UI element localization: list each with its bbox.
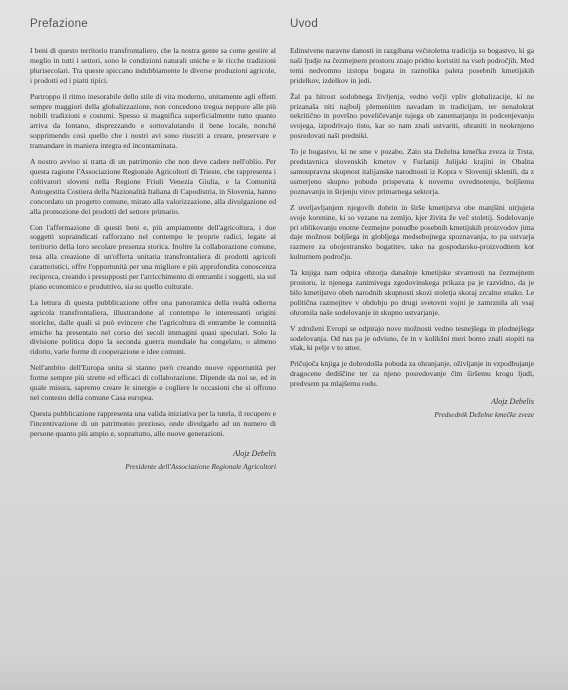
paragraph: I beni di questo territorio transfrontaliero, che la nostra gente sa come gestire al meglio in tutti i settori, sono le condizioni naturali uniche e le ricche tradizioni plurisecolari. Tra queste spiccano indubbiamente le diverse produzioni agricole, i prodotti ed i piatti tipici. [30, 46, 276, 85]
paragraph: Questa pubblicazione rappresenta una valida iniziativa per la tutela, il recupero e l'incentivazione di un patrimonio prezioso, onde divulgarlo ad un numero di persone quanto più ampio e, soprattutto, alle nuove generazioni. [30, 408, 276, 438]
heading-prefazione: Prefazione [30, 18, 88, 30]
paragraph: La lettura di questa pubblicazione offre una panoramica della realtà odierna agricola transfrontaliera, illustrandone al contempo le interessanti origini storiche, dalle quali si può evincere che l'agricoltura di entrambe le comunità etniche ha presentato nel corso dei secoli immagini quasi speculari. Solo la divisione politica dopo la seconda guerra mondiale ha congelato, o almeno ridotto, varie forme di cooperazione e idee comuni. [30, 297, 276, 357]
signature-role: Predsednik Deželne kmečke zveze [434, 410, 534, 420]
paragraph: A nostro avviso si tratta di un patrimonio che non deve cadere nell'oblio. Per questa ragione l'Associazione Regionale Agricoltori di Trieste, che rappresenta i coltivatori sloveni nella Regione Friuli Venezia Giulia, e la Comunità Autogestita Costiera della Nazionalità Italiana di Capodistria, in Slovenia, hanno concordato un progetto comune, mirato alla valorizzazione, alla divulgazione ed alla promozione dei prodotti del settore primario. [30, 157, 276, 216]
paragraph: Con l'affermazione di questi beni e, più ampiamente dell'agricoltura, i due soggetti sopraindicati rafforzano nel contempo le proprie radici, legate al territorio della loro secolare presenza storica. Inoltre la collaborazione comune, tesa alla creazione di un'offerta unitaria transfrontaliera di prodotti agricoli caratteristici, offre l'opportunità per una migliore e più approfondita conoscenza reciproca, creando i presupposti per l'arricchimento di entrambi i soggetti, sia sul piano economico e produttivo, sia su quello culturale. [30, 222, 276, 291]
paragraph: V združeni Evropi se odpirajo nove možnosti vedno tesnejšega in plodnejšega sodelovanja. Od nas pa je odvisno, če in v kolikšni meri bomo znali stopiti na vlak, ki pelje v to smer. [290, 323, 534, 353]
signature-role: Presidente dell'Associazione Regionale Agricoltori [125, 461, 276, 471]
paragraph: Žal pa hitrost sodobnega življenja, vedno večji vpliv globalizacije, ki ne prizanaša niti najbolj plemenitim navadam in tradicijam, ter nenalokrat nekritično in površno poveličevanje tujega ob zanemarjanju in podcenjevanju svojega, izpodrivajo tisto, kar so nam znali ustvariti, ohraniti in neokrnjeno posredovati naši predniki. [290, 91, 534, 141]
paragraph: To je bogastvo, ki ne sme v pozabo. Zato sta Deželna kmečka zveza iz Trsta, predstavnica slovenskih kmetov v Furlaniji Julijski krajini in Obalna samoupravna skupnost italijanske narodnosti iz Kopra v Sloveniji sklenili, da z usmerjeno skupno pobudo prispevata k novemu ovrednotenju, boljšemu poznavanju in širjenju virov primarnega sektorja. [290, 147, 534, 196]
paragraph: Ta knjiga nam odpira obzorja današnje kmetijske stvarnosti na čezmejnem prostoru, iz njenega zanimivega zgodovinskega prikaza pa je razvidno, da je bilo kmetijstvo obeh narodnih skupnosti skozi stoletja skoraj zrcalno enako. Le politična razmejitev v obdobju po drugi svetovni vojni je zamrznila ali vsaj ohromila naše sodelovanje in skupno ustvarjanje. [290, 268, 534, 317]
column-italian [30, 18, 276, 471]
paragraph: Pričujoča knjiga je dobrodošla pobuda za ohranjanje, oživljanje in vzpodbujanje dragocene dediščine ter za njeno posredovanje čim širšemu krogu ljudi, predvsem pa mlajšemu rodu. [290, 359, 534, 389]
heading-uvod: Uvod [290, 18, 319, 30]
paragraph: Nell'ambito dell'Europa unita si stanno però creando nuove opportunità per forme sempre più strette ed efficaci di collaborazione. Dipende da noi se, ed in quale misura, sapremo creare le sinergie e cogliere le occasioni che si offrono nel contesto della comune Casa europea. [30, 363, 276, 402]
column-slovenian [290, 18, 534, 419]
signature-name: Alojz Debelis [491, 397, 534, 407]
page-shadow [0, 650, 568, 690]
paragraph: Z uveljavljanjem njegovih dobrin in širše kmetijstva obe manjšini utrjujeta svoje korenine, ki so vezane na zemljo, kjer živita že več stoletij. Sodelovanje pri oblikovanju enotne čezmejne ponudbe posebnih kmetijskih proizvodov jima daje možnost boljšega in globljega medsebojnega spoznavanja, to pa ustvarja razmere za obojestransko bogatitev, tako na gospodarsko-proizvodnem kot kulturnem področju. [290, 202, 534, 262]
paragraph: Purtroppo il ritmo inesorabile dello stile di vita moderno, unitamente agli effetti sempre maggiori della globalizzazione, non concedono tregua neppure alle più nobili tradizioni e costumi. Spesso si magnifica superficialmente tutto quanto arriva da lontano, disprezzando e sottovalutando il bene locale, nonché sopprimendo così quello che i nostri avi sono riusciti a creare, preservare e tramandare in maniera integra ed incontaminata. [30, 91, 276, 151]
signature-name: Alojz Debelis [233, 448, 276, 458]
paragraph: Edinstvene naravne danosti in razgibana večstoletna tradicija so bogastvo, ki ga naši ljudje na čezmejnem prostoru znajo pridno koristiti na vseh področjih. Med temi nedvomno izstopa bogata in raznolika paleta posebnih kmetijskih pridelkov, izdelkov in jedi. [290, 46, 534, 85]
